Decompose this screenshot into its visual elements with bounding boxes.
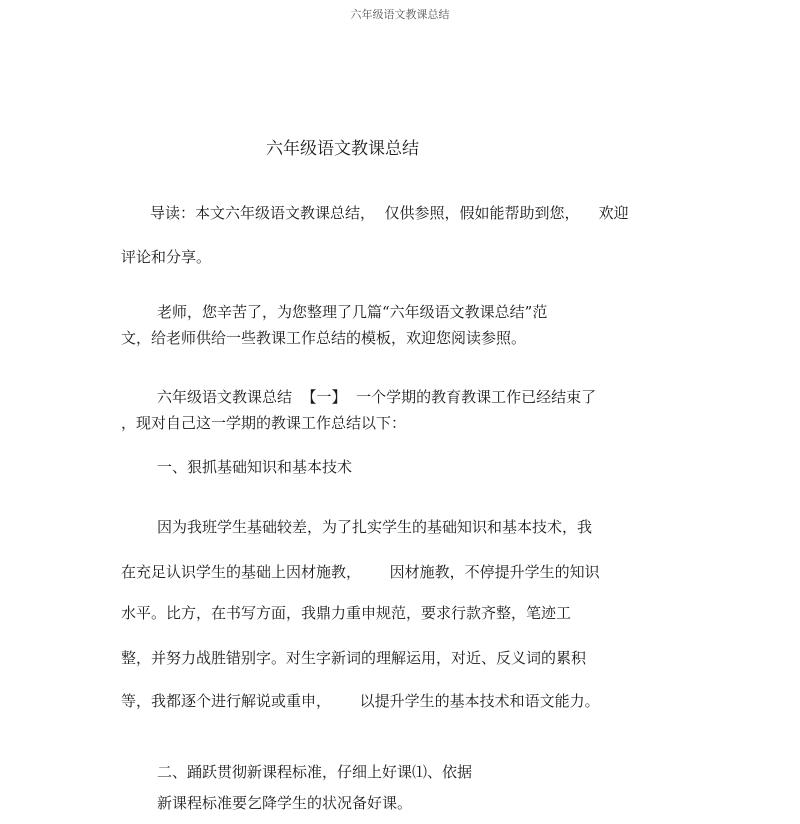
intro-line-2: 评论和分享。	[121, 248, 212, 266]
paragraph-3-line-2: 在充足认识学生的基础上因材施教， 因材施教，不停提升学生的知识	[121, 563, 600, 581]
running-header: 六年级语文教课总结	[350, 8, 450, 21]
section-heading-1: 一、狠抓基础知识和基本技术	[157, 458, 353, 476]
paragraph-3-line-1: 因为我班学生基础较差，为了扎实学生的基础知识和基本技术，我	[157, 518, 593, 536]
paragraph-3-line-3: 水平。比方，在书写方面，我鼎力重申规范，要求行款齐整，笔迹工	[121, 604, 572, 622]
document-title: 六年级语文教课总结	[266, 139, 419, 159]
paragraph-4-line-1: 新课程标准要乞降学生的状况备好课。	[157, 794, 413, 812]
paragraph-2-line-2: ，现对自己这一学期的教课工作总结以下：	[121, 414, 407, 432]
paragraph-3-line-4: 整，并努力战胜错别字。对生字新词的理解运用，对近、反义词的累积	[121, 649, 587, 667]
section-heading-2: 二、踊跃贯彻新课程标准，仔细上好课⑴、依据	[157, 763, 473, 781]
paragraph-1-line-1: 老师，您辛苦了，为您整理了几篇“六年级语文教课总结”范	[157, 303, 548, 321]
paragraph-3-line-5: 等，我都逐个进行解说或重申， 以提升学生的基本技术和语文能力。	[121, 692, 600, 710]
intro-line-1: 导读：本文六年级语文教课总结， 仅供参照，假如能帮助到您， 欢迎	[150, 204, 629, 222]
paragraph-2-line-1: 六年级语文教课总结 【一】 一个学期的教育教课工作已经结束了	[157, 388, 597, 406]
paragraph-1-line-2: 文，给老师供给一些教课工作总结的模板，欢迎您阅读参照。	[121, 329, 527, 347]
